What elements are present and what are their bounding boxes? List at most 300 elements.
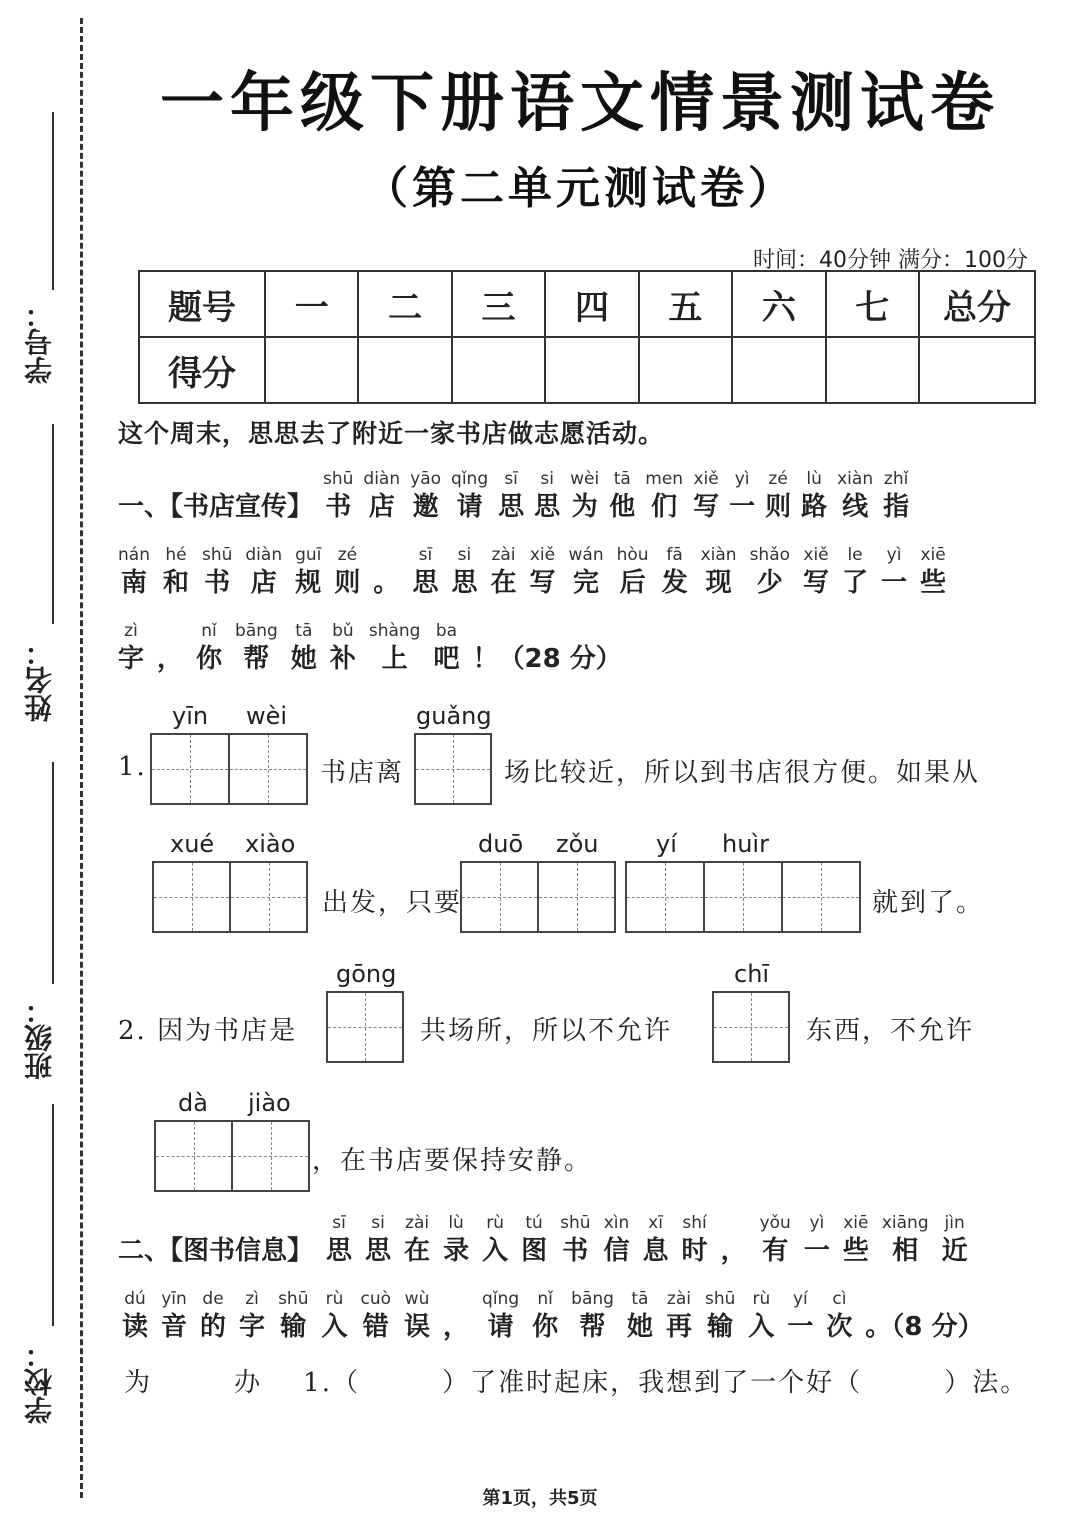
pinyin: zhǐ (883, 469, 909, 489)
grid-cell[interactable] (156, 1122, 231, 1190)
hanzi: 。（8 分） (865, 1312, 984, 1342)
grid-cell[interactable] (537, 863, 614, 931)
pinyin-char-unit (570, 468, 599, 524)
pinyin-char-unit (881, 544, 907, 600)
pinyin-char-unit (433, 620, 459, 676)
pinyin-label: guǎng (416, 702, 492, 730)
hanzi: 上 (381, 644, 408, 674)
pinyin: cì (832, 1289, 847, 1309)
q1-text-2: 场比较近，所以到书店很方便。如果从 (504, 758, 981, 788)
pinyin-char-unit (404, 1212, 430, 1268)
writing-grid-chi[interactable] (712, 991, 790, 1063)
writing-grid-dajiao[interactable] (154, 1120, 310, 1192)
hanzi: 了 (842, 568, 869, 598)
pinyin: zé (337, 545, 358, 565)
pinyin-char-unit (643, 1212, 669, 1268)
hanzi: 她 (626, 1312, 653, 1342)
hanzi: 一 (787, 1312, 814, 1342)
q2-text-3: 东西，不允许 (806, 1016, 975, 1046)
pinyin: xiě (529, 545, 556, 565)
pinyin: bāng (571, 1289, 614, 1309)
hanzi: 她 (290, 644, 317, 674)
pinyin: lù (448, 1213, 464, 1233)
grid-cell[interactable] (627, 863, 703, 931)
pinyin: sī (332, 1213, 346, 1233)
pinyin: hé (165, 545, 187, 565)
pinyin-char-unit (443, 1288, 469, 1344)
pinyin-char-unit (534, 468, 560, 524)
pinyin: zì (124, 621, 138, 641)
pinyin: dú (124, 1289, 146, 1309)
grid-cell[interactable] (229, 863, 306, 931)
hanzi: 读 (122, 1312, 149, 1342)
pinyin: xiē (920, 545, 946, 565)
hanzi: 再 (665, 1312, 692, 1342)
pinyin-char-unit (118, 620, 144, 676)
hanzi: 书 (204, 568, 231, 598)
grid-cell[interactable] (328, 993, 402, 1061)
pinyin: yì (886, 545, 902, 565)
pinyin-char-unit (804, 1212, 830, 1268)
hanzi: 则 (765, 492, 792, 522)
pinyin: bǔ (332, 621, 354, 641)
hanzi: 时 (681, 1236, 708, 1266)
section2-line-2 (122, 1288, 984, 1344)
hanzi: 思 (498, 492, 525, 522)
pinyin: yǒu (759, 1213, 791, 1233)
grid-cell[interactable] (154, 863, 229, 931)
q1-text-3: 出发，只要 (322, 888, 463, 918)
hanzi: 些 (842, 1236, 869, 1266)
hanzi: 你 (532, 1312, 559, 1342)
hanzi: 。 (373, 568, 400, 598)
score-table (138, 270, 1036, 404)
hanzi: 和 (162, 568, 189, 598)
hanzi: 音 (161, 1312, 188, 1342)
table-header-cell: 五 (639, 271, 732, 337)
pinyin-char-unit (235, 620, 278, 676)
hanzi: 线 (842, 492, 869, 522)
writing-grid-duozou[interactable] (460, 861, 616, 933)
pinyin: qǐng (451, 469, 489, 489)
pinyin: si (457, 545, 472, 565)
pinyin: xiàn (837, 469, 874, 489)
binding-dashed-line (80, 18, 83, 1498)
section1-line-3 (118, 620, 622, 676)
pinyin-char-unit (865, 1288, 983, 1344)
pinyin-label: chī (734, 960, 770, 988)
table-header-cell: 总分 (919, 271, 1035, 337)
hanzi: 录 (443, 1236, 470, 1266)
hanzi: 店 (250, 568, 277, 598)
pinyin: zì (245, 1289, 259, 1309)
table-header-cell: 七 (826, 271, 919, 337)
grid-cell[interactable] (416, 735, 490, 803)
q2-text-4: ，在书店要保持安静。 (312, 1146, 593, 1176)
pinyin: zài (491, 545, 516, 565)
hanzi: 为 (571, 492, 598, 522)
pinyin: si (371, 1213, 385, 1233)
pinyin: nǐ (537, 1289, 553, 1309)
pinyin: xiě (693, 469, 719, 489)
pinyin: xiàn (700, 545, 737, 565)
pinyin: jìn (944, 1213, 965, 1233)
pinyin-label: zǒu (556, 830, 599, 858)
hanzi: 发 (661, 568, 688, 598)
pinyin-label: huìr (722, 830, 769, 858)
pinyin-char-unit (760, 1212, 791, 1268)
hanzi: 输 (280, 1312, 307, 1342)
pinyin-char-unit (278, 1288, 308, 1344)
pinyin: xī (648, 1213, 663, 1233)
pinyin-char-unit (473, 620, 622, 676)
pinyin-char-unit (326, 1212, 352, 1268)
page-title: 一年级下册语文情景测试卷 (160, 67, 1000, 141)
pinyin: shū (704, 1289, 736, 1309)
table-header-cell: 四 (545, 271, 638, 337)
hanzi: 写 (529, 568, 556, 598)
pinyin-char-unit (682, 1212, 708, 1268)
hanzi: 写 (803, 568, 830, 598)
pinyin-char-unit (701, 544, 737, 600)
hanzi: 吧 (433, 644, 460, 674)
hanzi: 次 (826, 1312, 853, 1342)
hanzi: 补 (329, 644, 356, 674)
hanzi: 一 (881, 568, 908, 598)
hanzi: 少 (756, 568, 783, 598)
hanzi: 输 (707, 1312, 734, 1342)
pinyin: wù (404, 1289, 430, 1309)
hanzi: 一、【书店宣传】 (118, 492, 314, 522)
pinyin-char-unit (532, 1288, 558, 1344)
pinyin-char-unit (529, 544, 555, 600)
hanzi: ！（28 分） (472, 644, 622, 674)
hanzi: 入 (748, 1312, 775, 1342)
pinyin: shū (201, 545, 233, 565)
pinyin-char-unit (161, 1288, 187, 1344)
score-cell[interactable] (732, 337, 825, 403)
pinyin: shū (278, 1289, 309, 1309)
pinyin-label: wèi (246, 702, 288, 730)
pinyin: qǐng (482, 1289, 520, 1309)
pinyin: diàn (245, 545, 283, 565)
pinyin: zài (666, 1289, 691, 1309)
time-info: 时间：40分钟 满分：100分 (753, 248, 1028, 273)
pinyin-char-unit (569, 544, 604, 600)
hanzi: 们 (651, 492, 678, 522)
q1-text-4: 就到了。 (872, 888, 985, 918)
pinyin-char-unit (883, 468, 909, 524)
pinyin-char-unit (163, 544, 189, 600)
score-cell[interactable] (265, 337, 358, 403)
pinyin-char-unit (196, 620, 222, 676)
pinyin: wèi (570, 469, 600, 489)
pinyin: tā (613, 469, 631, 489)
score-cell[interactable] (358, 337, 451, 403)
pinyin-char-unit (942, 1212, 968, 1268)
pinyin-char-unit (451, 544, 477, 600)
pinyin-char-unit (490, 544, 516, 600)
hanzi: 路 (801, 492, 828, 522)
hanzi: 入 (482, 1236, 509, 1266)
hanzi: 思 (451, 568, 478, 598)
pinyin-char-unit (369, 620, 421, 676)
section1-line-2 (118, 544, 946, 600)
hanzi: 写 (693, 492, 720, 522)
pinyin: rù (486, 1213, 504, 1233)
pinyin-char-unit (920, 544, 946, 600)
hanzi: 思 (534, 492, 561, 522)
hanzi: 完 (573, 568, 600, 598)
writing-grid-yinwei[interactable] (150, 733, 308, 805)
pinyin-char-unit (627, 1288, 653, 1344)
pinyin: shū (560, 1213, 591, 1233)
grid-cell[interactable] (231, 1122, 308, 1190)
pinyin-char-unit (748, 1288, 774, 1344)
pinyin: ba (435, 621, 458, 641)
pinyin-char-unit (609, 468, 635, 524)
pinyin: yí (793, 1289, 808, 1309)
pinyin-char-unit (330, 620, 356, 676)
hanzi: ， (443, 1312, 470, 1342)
table-header-cell: 二 (358, 271, 451, 337)
pinyin-char-unit (604, 1212, 630, 1268)
hanzi: ， (720, 1236, 747, 1266)
q2-text-1: 2. 因为书店是 (118, 1016, 298, 1046)
pinyin: sī (418, 545, 433, 565)
pinyin-char-unit (122, 1288, 148, 1344)
grid-cell[interactable] (714, 993, 788, 1061)
hanzi: 请 (456, 492, 483, 522)
writing-grid-yihuir[interactable] (625, 861, 861, 933)
pinyin-char-unit (157, 620, 183, 676)
pinyin-label: gōng (336, 960, 397, 988)
grid-cell[interactable] (703, 863, 781, 931)
pinyin-char-unit (705, 1288, 735, 1344)
pinyin-char-unit (443, 1212, 469, 1268)
pinyin-char-unit (321, 1288, 347, 1344)
pinyin: fā (666, 545, 683, 565)
grid-cell[interactable] (462, 863, 537, 931)
hanzi: 他 (609, 492, 636, 522)
pinyin-char-unit (118, 1212, 313, 1268)
hanzi: 一 (803, 1236, 830, 1266)
pinyin: de (202, 1289, 224, 1309)
pinyin-char-unit (365, 1212, 391, 1268)
section1-line-1 (118, 468, 909, 524)
hanzi: 思 (365, 1236, 392, 1266)
hanzi: 息 (642, 1236, 669, 1266)
pinyin: lù (806, 469, 822, 489)
page-subtitle: （第二单元测试卷） (364, 163, 796, 214)
pinyin: cuò (360, 1289, 392, 1309)
pinyin-char-unit (363, 468, 400, 524)
score-cell[interactable] (826, 337, 919, 403)
pinyin-char-unit (323, 468, 353, 524)
pinyin-char-unit (843, 1212, 869, 1268)
pinyin-char-unit (801, 468, 827, 524)
intro-text: 这个周末，思思去了附近一家书店做志愿活动。 (118, 419, 665, 448)
pinyin: bāng (235, 621, 278, 641)
pinyin-char-unit (826, 1288, 852, 1344)
pinyin-char-unit (837, 468, 873, 524)
hanzi: 图 (521, 1236, 548, 1266)
pinyin-char-unit (765, 468, 791, 524)
pinyin-char-unit (200, 1288, 226, 1344)
pinyin-char-unit (666, 1288, 692, 1344)
student-id-label: 学号： (23, 300, 56, 384)
pinyin-char-unit (295, 544, 321, 600)
pinyin: zé (768, 469, 788, 489)
pinyin: guī (295, 545, 322, 565)
pinyin: tā (295, 621, 313, 641)
hanzi: 些 (920, 568, 947, 598)
hanzi: 思 (412, 568, 439, 598)
pinyin-char-unit (118, 544, 150, 600)
hanzi: 相 (892, 1236, 919, 1266)
pinyin: men (645, 469, 684, 489)
pinyin-char-unit (404, 1288, 430, 1344)
hanzi: 南 (120, 568, 147, 598)
writing-grid-guang[interactable] (414, 733, 492, 805)
pinyin: wán (568, 545, 604, 565)
score-table-score-row (139, 337, 1035, 403)
score-cell[interactable] (639, 337, 732, 403)
grid-cell[interactable] (228, 735, 306, 803)
pinyin-label: duō (478, 830, 524, 858)
pinyin: rù (752, 1289, 771, 1309)
hanzi: 一 (729, 492, 756, 522)
pinyin: yīn (161, 1289, 187, 1309)
pinyin-label: yīn (172, 702, 209, 730)
hanzi: 有 (762, 1236, 789, 1266)
pinyin-char-unit (750, 544, 790, 600)
score-row-label: 得分 (139, 337, 265, 403)
name-label: 姓名： (23, 638, 56, 722)
section2-q1-text: 为 办 1.（ ）了准时起床，我想到了一个好（ ）法。 (124, 1368, 1029, 1398)
hanzi: 近 (941, 1236, 968, 1266)
table-header-cell: 三 (452, 271, 545, 337)
hanzi: 你 (196, 644, 223, 674)
pinyin-char-unit (803, 544, 829, 600)
pinyin-char-unit (482, 1288, 519, 1344)
hanzi: 后 (619, 568, 646, 598)
name-line (52, 424, 54, 624)
pinyin-char-unit (239, 1288, 265, 1344)
pinyin: shàng (368, 621, 421, 641)
pinyin-char-unit (360, 1288, 391, 1344)
grid-cell[interactable] (152, 735, 228, 803)
school-line (52, 1104, 54, 1326)
pinyin-char-unit (410, 468, 441, 524)
q2-text-2: 共场所，所以不允许 (420, 1016, 673, 1046)
hanzi: 错 (362, 1312, 389, 1342)
pinyin-label: dà (178, 1089, 208, 1117)
hanzi: ， (157, 644, 184, 674)
pinyin-char-unit (412, 544, 438, 600)
pinyin-char-unit (693, 468, 719, 524)
pinyin-label: xué (170, 830, 215, 858)
hanzi: 二、【图书信息】 (118, 1236, 314, 1266)
pinyin-char-unit (571, 1288, 614, 1344)
table-header-cell: 六 (732, 271, 825, 337)
pinyin-char-unit (721, 1212, 747, 1268)
score-cell[interactable] (452, 337, 545, 403)
pinyin: xiě (803, 545, 829, 565)
pinyin: nǐ (201, 621, 217, 641)
pinyin: yì (734, 469, 750, 489)
hanzi: 帮 (579, 1312, 606, 1342)
pinyin: shí (682, 1213, 707, 1233)
school-label: 学校： (23, 1340, 56, 1424)
hanzi: 在 (490, 568, 517, 598)
writing-grid-xuexiao[interactable] (152, 861, 308, 933)
pinyin: shū (323, 469, 354, 489)
hanzi: 邀 (412, 492, 439, 522)
score-cell[interactable] (919, 337, 1035, 403)
section2-line-1 (118, 1212, 968, 1268)
pinyin-char-unit (521, 1212, 547, 1268)
pinyin: tú (525, 1213, 543, 1233)
pinyin-label: yí (656, 830, 677, 858)
hanzi: 现 (705, 568, 732, 598)
pinyin: xìn (603, 1213, 630, 1233)
pinyin: tā (631, 1289, 649, 1309)
pinyin: rù (325, 1289, 344, 1309)
pinyin-char-unit (498, 468, 524, 524)
table-header-cell: 题号 (139, 271, 265, 337)
pinyin-char-unit (245, 544, 282, 600)
hanzi: 字 (239, 1312, 266, 1342)
writing-grid-gong[interactable] (326, 991, 404, 1063)
pinyin-char-unit (617, 544, 649, 600)
hanzi: 店 (368, 492, 395, 522)
hanzi: 规 (295, 568, 322, 598)
grid-cell[interactable] (781, 863, 859, 931)
score-cell[interactable] (545, 337, 638, 403)
q1-text-1: 书店离 (320, 758, 405, 788)
hanzi: 的 (200, 1312, 227, 1342)
page-footer: 第1页，共5页 (482, 1488, 598, 1509)
pinyin-label: jiào (248, 1089, 291, 1117)
pinyin-char-unit (118, 468, 313, 524)
pinyin-char-unit (291, 620, 317, 676)
pinyin-char-unit (373, 544, 399, 600)
pinyin-char-unit (842, 544, 868, 600)
pinyin: xiāng (881, 1213, 929, 1233)
hanzi: 帮 (243, 644, 270, 674)
pinyin-char-unit (202, 544, 232, 600)
hanzi: 指 (883, 492, 910, 522)
score-table-header-row (139, 271, 1035, 337)
hanzi: 请 (487, 1312, 514, 1342)
pinyin-char-unit (787, 1288, 813, 1344)
pinyin: hòu (616, 545, 649, 565)
hanzi: 书 (562, 1236, 589, 1266)
pinyin: yāo (410, 469, 442, 489)
class-line (52, 762, 54, 984)
table-header-cell: 一 (265, 271, 358, 337)
pinyin: diàn (363, 469, 401, 489)
pinyin-char-unit (451, 468, 488, 524)
pinyin: yì (809, 1213, 825, 1233)
hanzi: 书 (325, 492, 352, 522)
pinyin-char-unit (729, 468, 755, 524)
pinyin-char-unit (662, 544, 688, 600)
pinyin-char-unit (645, 468, 683, 524)
pinyin-label: xiào (245, 830, 296, 858)
hanzi: 误 (404, 1312, 431, 1342)
